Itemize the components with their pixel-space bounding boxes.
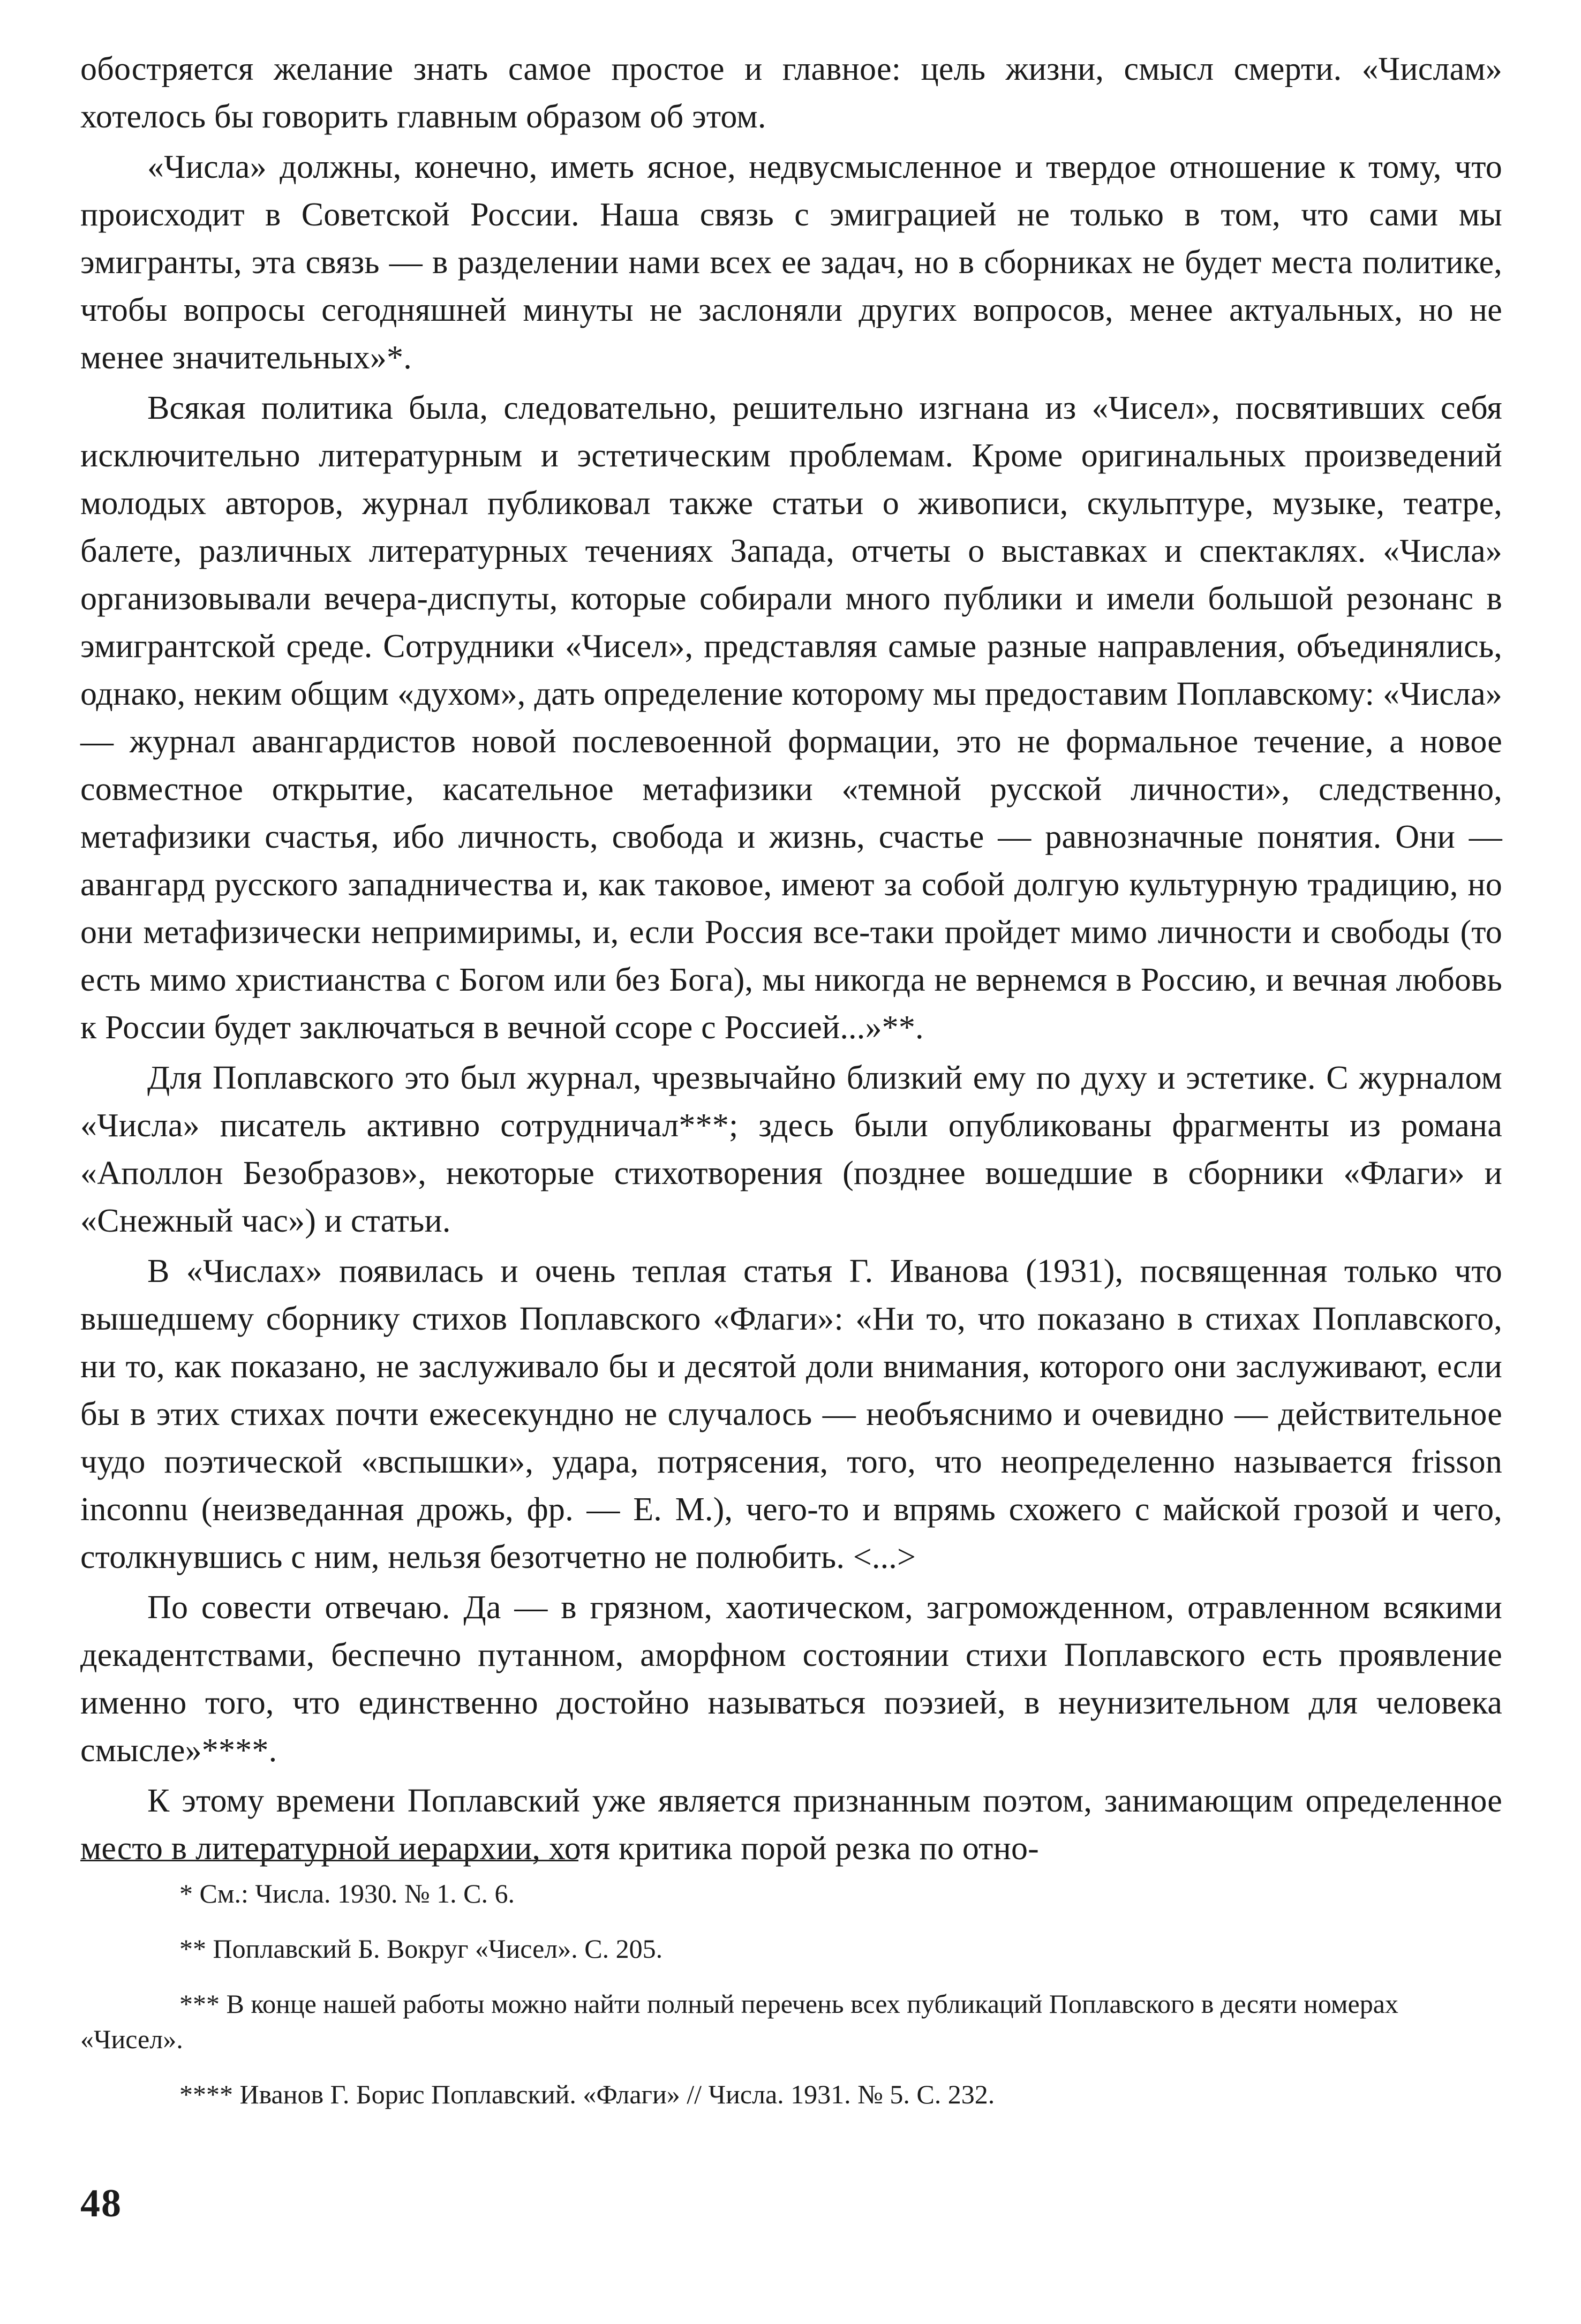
paragraph-2: «Числа» должны, конечно, иметь ясное, недвусмысленное и твердое отношение к тому, что происходит в Советской России. Наша связь с эмиграцией не только в том, что сами мы эмигранты, эта связь — в разделении нами всех ее задач, но в сборниках не будет места политике, чтобы вопросы сегодняшней минуты не заслоняли других вопросов, менее актуальных, но не менее значительных»*. (80, 149, 1502, 376)
footnote-3: *** В конце нашей работы можно найти полный перечень всех публикаций Поплавского в десяти номерах «Чисел». (80, 1989, 1398, 2054)
footnote-4: **** Иванов Г. Борис Поплавский. «Флаги» // Числа. 1931. № 5. С. 232. (179, 2079, 995, 2109)
book-page (80, 46, 1502, 2295)
footnote-1: * См.: Числа. 1930. № 1. С. 6. (179, 1878, 515, 1908)
paragraph-6: По совести отвечаю. Да — в грязном, хаотическом, загроможденном, отравленном всякими декадентствами, беспечно путанном, аморфном состоянии стихи Поплавского есть проявление именно того, что единственно достойно называться поэзией, в неунизительном для человека смысле»****. (80, 1589, 1502, 1769)
footnote-2: ** Поплавский Б. Вокруг «Чисел». С. 205. (179, 1934, 663, 1964)
page-number: 48 (80, 2182, 122, 2225)
paragraph-3: Всякая политика была, следовательно, решительно изгнана из «Чисел», посвятивших себя исключительно литературным и эстетическим проблемам. Кроме оригинальных произведений молодых авторов, журнал публиковал также статьи о живописи, скульптуре, музыке, театре, балете, различных литературных течениях Запада, отчеты о выставках и спектаклях. «Числа» организовывали вечера-диспуты, которые собирали много публики и имели большой резонанс в эмигрантской среде. Сотрудники «Чисел», представляя самые разные направления, объединялись, однако, неким общим «духом», дать определение которому мы предоставим Поплавскому: «Числа» — журнал авангардистов новой послевоенной формации, это не формальное течение, а новое совместное открытие, касательное метафизики «темной русской личности», следственно, метафизики счастья, ибо личность, свобода и жизнь, счастье — равнозначные понятия. Они — авангард русского западничества и, как таковое, имеют за собой долгую культурную традицию, но они метафизически непримиримы, и, если Россия все-таки пройдет мимо личности и свободы (то есть мимо христианства с Богом или без Бога), мы никогда не вернемся в Россию, и вечная любовь к России будет заключаться в вечной ссоре с Россией...»**. (80, 390, 1502, 1046)
paragraph-5: В «Числах» появилась и очень теплая статья Г. Иванова (1931), посвященная только что вышедшему сборнику стихов Поплавского «Флаги»: «Ни то, что показано в стихах Поплавского, ни то, как показано, не заслуживало бы и десятой доли внимания, которого они заслуживают, если бы в этих стихах почти ежесекундно не случалось — необъяснимо и очевидно — действительное чудо поэтической «вспышки», удара, потрясения, того, что неопределенно называется frisson inconnu (неизведанная дрожь, фр. — Е. М.), чего-то и впрямь схожего с майской грозой и чего, столкнувшись с ним, нельзя безотчетно не полюбить. <...> (80, 1253, 1502, 1575)
footnote-divider (80, 1860, 578, 1861)
paragraph-7: К этому времени Поплавский уже является признанным поэтом, занимающим определенное место в литературной иерархии, хотя критика порой резка по отно- (80, 1783, 1502, 1867)
footnotes (80, 1876, 1502, 2132)
main-text (80, 46, 1502, 1873)
paragraph-1: обостряется желание знать самое простое и главное: цель жизни, смысл смерти. «Числам» хотелось бы говорить главным образом об этом. (80, 51, 1502, 135)
paragraph-4: Для Поплавского это был журнал, чрезвычайно близкий ему по духу и эстетике. С журналом «Числа» писатель активно сотрудничал***; здесь были опубликованы фрагменты из романа «Аполлон Безобразов», некоторые стихотворения (позднее вошедшие в сборники «Флаги» и «Снежный час») и статьи. (80, 1060, 1502, 1239)
